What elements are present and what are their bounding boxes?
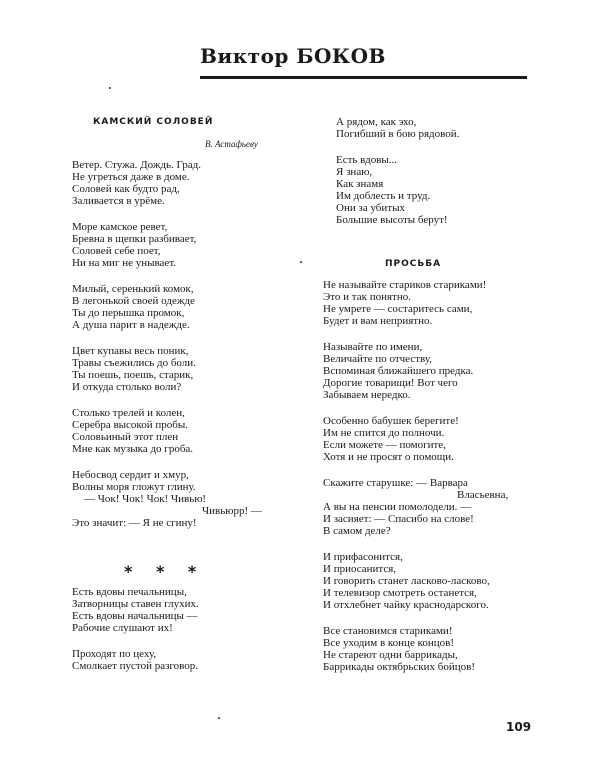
poem-line: Цвет купавы весь поник, [72, 345, 189, 357]
author-heading: Виктор БОКОВ [200, 44, 386, 68]
heading-rule [200, 76, 527, 79]
stanza [323, 341, 533, 401]
poem-line: Особенно бабушек берегите! [323, 415, 459, 427]
stanza [72, 221, 282, 269]
poem-line: Ты поешь, поешь, старик, [72, 369, 194, 381]
poem-line: Не называйте стариков стариками! [323, 279, 487, 291]
poem-line: Вспоминая ближайшего предка. [323, 365, 474, 377]
poem-line: А рядом, как эхо, [336, 116, 417, 128]
poem-line: Им не спится до полночи. [323, 427, 445, 439]
poem-line: И откуда столько воли? [72, 381, 182, 393]
poem-line: Это и так понятно. [323, 291, 412, 303]
poem-line: Баррикады октябрьских бойцов! [323, 661, 476, 673]
poem-line: Небосвод сердит и хмур, [72, 469, 189, 481]
poem-line: Затворницы ставен глухих. [72, 598, 199, 610]
poem-line: Ты до перышка промок, [72, 307, 185, 319]
poem-line: Я знаю, [336, 166, 373, 178]
poem-line: И засияет: — Спасибо на слове! [323, 513, 474, 525]
stanza [72, 283, 282, 331]
poem-line: Есть вдовы печальницы, [72, 586, 187, 598]
print-speck [109, 87, 111, 89]
stanza [323, 279, 533, 327]
stanza [323, 625, 533, 673]
poem-line: Есть вдовы... [336, 154, 398, 166]
poem-line: Хотя и не просят о помощи. [323, 451, 454, 463]
poem-line: Им доблесть и труд. [336, 190, 431, 202]
right-column [323, 116, 533, 673]
poem-line: Море камское ревет, [72, 221, 168, 233]
poem-line: Серебра высокой пробы. [72, 419, 188, 431]
poem-line: Рабочие слушают их! [72, 622, 173, 634]
poem-line: Волны моря гложут глину. [72, 481, 196, 493]
stanza [72, 648, 282, 672]
page-number: 109 [506, 720, 532, 734]
poem-line: В легонькой своей одежде [72, 295, 195, 307]
poem-line: Мне как музыка до гроба. [72, 443, 194, 455]
poem-line: Соловьиный этот плен [72, 431, 179, 443]
poem-title: ПРОСЬБА [385, 259, 442, 269]
poem-line: И телевизор смотреть останется, [323, 587, 477, 599]
poem-line: И отхлебнет чайку краснодарского. [323, 599, 489, 611]
poem-line: Столько трелей и колен, [72, 407, 185, 419]
poem-title: КАМСКИЙ СОЛОВЕЙ [93, 117, 214, 127]
stanza [323, 116, 533, 140]
poem-line: Бревна в щепки разбивает, [72, 233, 197, 245]
print-speck [218, 717, 220, 719]
poem-line: Скажите старушке: — Варвара [323, 477, 468, 489]
stanza [323, 415, 533, 463]
poem-line: Все становимся стариками! [323, 625, 453, 637]
poem-line: Забываем нередко. [323, 389, 411, 401]
poem-line: Травы съежились до боли. [72, 357, 196, 369]
poem-line: Будет и вам неприятно. [323, 315, 433, 327]
poem-line: А душа парит в надежде. [72, 319, 190, 331]
poem-line: Есть вдовы начальницы — [72, 610, 198, 622]
poem-line: Власьевна, [457, 489, 509, 501]
stanza [72, 159, 282, 207]
poem-line: Если можете — помогите, [323, 439, 446, 451]
print-speck [300, 261, 302, 263]
poem-line: Не стареют одни баррикады, [323, 649, 458, 661]
poem-line: В самом деле? [323, 525, 391, 537]
poem-line: Соловей как будто рад, [72, 183, 180, 195]
poem-line: Величайте по отчеству, [323, 353, 432, 365]
poem-line: — Чок! Чок! Чок! Чивью! [84, 493, 207, 505]
stanza [323, 477, 533, 537]
poem-line: Большие высоты берут! [336, 214, 448, 226]
poem-line: Соловей себе поет, [72, 245, 161, 257]
section-stars: * * * [124, 562, 206, 581]
poem-line: Заливается в урёме. [72, 195, 165, 207]
poem-line: Чивьюрр! — [202, 505, 262, 517]
poem-line: Ветер. Стужа. Дождь. Град. [72, 159, 201, 171]
poem-line: Как знамя [336, 178, 384, 190]
poem-line: Смолкает пустой разговор. [72, 660, 199, 672]
stanza [72, 469, 282, 529]
stanza [72, 586, 282, 634]
poem-line: И приосанится, [323, 563, 397, 575]
stanza [72, 345, 282, 393]
poem-line: Называйте по имени, [323, 341, 423, 353]
poem-line: Они за убитых [336, 202, 405, 214]
poem-line: Проходят по цеху, [72, 648, 157, 660]
poem-line: А вы на пенсии помолодели. — [323, 501, 472, 513]
poem-line: Это значит: — Я не сгину! [72, 517, 197, 529]
poem-line: Ни на миг не унывает. [72, 257, 177, 269]
poem-line: Не угреться даже в доме. [72, 171, 190, 183]
stanza [72, 407, 282, 455]
poem-line: Милый, серенький комок, [72, 283, 194, 295]
poem-line: И прифасонится, [323, 551, 403, 563]
left-column [72, 116, 282, 672]
poem-line: Не умрете — состаритесь сами, [323, 303, 473, 315]
poem-line: И говорить станет ласково-ласково, [323, 575, 490, 587]
stanza [323, 154, 533, 226]
poem-line: Погибший в бою рядовой. [336, 128, 460, 140]
poem-line: Все уходим в конце концов! [323, 637, 454, 649]
poem-line: Дорогие товарищи! Вот чего [323, 377, 458, 389]
poem-dedication: В. Астафьеву [205, 139, 258, 149]
stanza [323, 551, 533, 611]
